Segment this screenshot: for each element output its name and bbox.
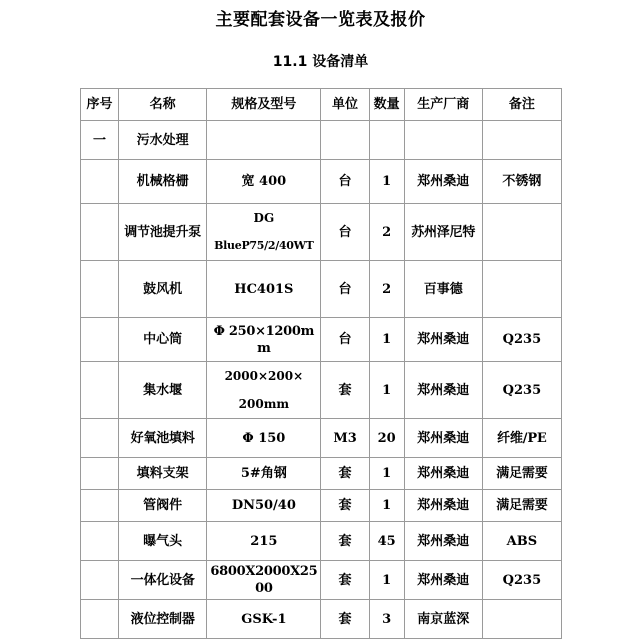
- cell-spec: Φ 250×1200mm: [207, 318, 321, 362]
- cell-spec: [207, 362, 321, 419]
- cell-manufacturer: [404, 121, 482, 160]
- cell-manufacturer: 郑州桑迪: [404, 419, 482, 458]
- cell-qty: 3: [369, 600, 404, 639]
- table-row: [81, 490, 562, 522]
- cell-note: [482, 261, 561, 318]
- page-title: 主要配套设备一览表及报价: [215, 10, 426, 30]
- equipment-list-table: [80, 88, 562, 639]
- cell-no: [81, 362, 119, 419]
- cell-name: 机械格栅: [119, 160, 207, 204]
- cell-manufacturer: 郑州桑迪: [404, 362, 482, 419]
- cell-unit: 套: [321, 362, 369, 419]
- cell-spec: DN50/40: [207, 490, 321, 522]
- cell-no: [81, 160, 119, 204]
- cell-spec: 宽 400: [207, 160, 321, 204]
- cell-note: ABS: [482, 522, 561, 561]
- cell-spec: HC401S: [207, 261, 321, 318]
- cell-note: Q235: [482, 362, 561, 419]
- table-row: [81, 261, 562, 318]
- table-header: [81, 89, 562, 121]
- column-header-manufacturer: 生产厂商: [404, 89, 482, 121]
- cell-manufacturer: 郑州桑迪: [404, 561, 482, 600]
- column-header-unit: 单位: [321, 89, 369, 121]
- cell-name: 管阀件: [119, 490, 207, 522]
- cell-unit: 台: [321, 160, 369, 204]
- cell-no: [81, 490, 119, 522]
- cell-unit: 套: [321, 600, 369, 639]
- cell-qty: 45: [369, 522, 404, 561]
- cell-note: [482, 204, 561, 261]
- cell-qty: 1: [369, 160, 404, 204]
- cell-unit: 套: [321, 458, 369, 490]
- cell-spec: 5#角钢: [207, 458, 321, 490]
- cell-name: 好氧池填料: [119, 419, 207, 458]
- cell-name: 液位控制器: [119, 600, 207, 639]
- cell-unit: 台: [321, 204, 369, 261]
- cell-manufacturer: 郑州桑迪: [404, 490, 482, 522]
- table-row: [81, 121, 562, 160]
- cell-name: 中心筒: [119, 318, 207, 362]
- cell-no: [81, 561, 119, 600]
- cell-note: 满足需要: [482, 490, 561, 522]
- cell-qty: 1: [369, 318, 404, 362]
- cell-qty: 1: [369, 561, 404, 600]
- cell-no: [81, 204, 119, 261]
- table-row: [81, 160, 562, 204]
- cell-qty: [369, 121, 404, 160]
- cell-spec-line2: BlueP75/2/40WT: [214, 239, 314, 252]
- cell-unit: 套: [321, 522, 369, 561]
- cell-qty: 2: [369, 204, 404, 261]
- cell-unit: M3: [321, 419, 369, 458]
- cell-name: 鼓风机: [119, 261, 207, 318]
- cell-unit: 台: [321, 261, 369, 318]
- cell-qty: 20: [369, 419, 404, 458]
- cell-no: [81, 419, 119, 458]
- cell-note: Q235: [482, 561, 561, 600]
- table-row: [81, 419, 562, 458]
- cell-no: [81, 522, 119, 561]
- cell-note: 纤维/PE: [482, 419, 561, 458]
- cell-manufacturer: 百事德: [404, 261, 482, 318]
- equipment-table-container: [80, 88, 562, 639]
- table-row: [81, 458, 562, 490]
- cell-unit: 台: [321, 318, 369, 362]
- cell-manufacturer: 郑州桑迪: [404, 160, 482, 204]
- cell-unit: 套: [321, 490, 369, 522]
- cell-spec: Φ 150: [207, 419, 321, 458]
- cell-no: [81, 261, 119, 318]
- table-row: [81, 362, 562, 419]
- cell-qty: 2: [369, 261, 404, 318]
- column-header-spec: 规格及型号: [207, 89, 321, 121]
- cell-no: [81, 318, 119, 362]
- table-row: [81, 561, 562, 600]
- cell-spec: 6800X2000X2500: [207, 561, 321, 600]
- cell-qty: 1: [369, 362, 404, 419]
- table-row: [81, 522, 562, 561]
- column-header-qty: 数量: [369, 89, 404, 121]
- cell-name: 填料支架: [119, 458, 207, 490]
- table-row: [81, 204, 562, 261]
- section-heading: 11.1 设备清单: [272, 54, 369, 70]
- cell-name: 集水堰: [119, 362, 207, 419]
- cell-note: 不锈钢: [482, 160, 561, 204]
- cell-qty: 1: [369, 490, 404, 522]
- cell-name: 调节池提升泵: [119, 204, 207, 261]
- cell-spec-line1: DG: [253, 211, 275, 225]
- cell-qty: 1: [369, 458, 404, 490]
- column-header-name: 名称: [119, 89, 207, 121]
- cell-note: [482, 121, 561, 160]
- table-body: [81, 121, 562, 639]
- cell-manufacturer: 郑州桑迪: [404, 318, 482, 362]
- cell-no: [81, 458, 119, 490]
- cell-name: 曝气头: [119, 522, 207, 561]
- cell-manufacturer: 苏州泽尼特: [404, 204, 482, 261]
- cell-spec-line1: 2000×200×: [224, 369, 304, 383]
- table-row: [81, 318, 562, 362]
- cell-note: Q235: [482, 318, 561, 362]
- cell-note: [482, 600, 561, 639]
- cell-manufacturer: 郑州桑迪: [404, 522, 482, 561]
- cell-spec: [207, 204, 321, 261]
- cell-spec: 215: [207, 522, 321, 561]
- cell-unit: [321, 121, 369, 160]
- table-header-row: [81, 89, 562, 121]
- cell-name: 一体化设备: [119, 561, 207, 600]
- column-header-no: 序号: [81, 89, 119, 121]
- cell-manufacturer: 郑州桑迪: [404, 458, 482, 490]
- cell-spec: [207, 121, 321, 160]
- cell-unit: 套: [321, 561, 369, 600]
- cell-no: [81, 600, 119, 639]
- table-row: [81, 600, 562, 639]
- cell-no: 一: [81, 121, 119, 160]
- column-header-note: 备注: [482, 89, 561, 121]
- cell-spec-line2: 200mm: [238, 397, 290, 411]
- cell-name: 污水处理: [119, 121, 207, 160]
- cell-note: 满足需要: [482, 458, 561, 490]
- cell-manufacturer: 南京蓝深: [404, 600, 482, 639]
- cell-spec: GSK-1: [207, 600, 321, 639]
